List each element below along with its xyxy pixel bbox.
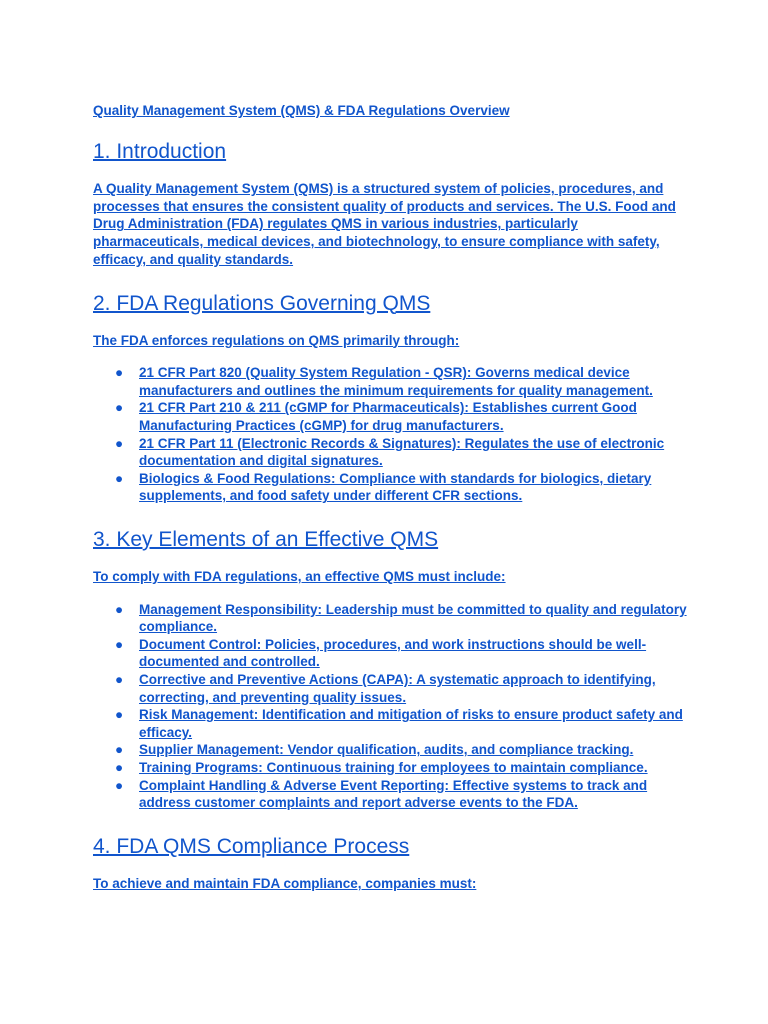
list-item-link[interactable]: 21 CFR Part 820 (Quality System Regulation - QSR): Governs medical device manufacturers and outlines the minimum requirements for quality management. bbox=[139, 365, 653, 398]
list-item bbox=[93, 601, 688, 636]
list-item-link[interactable]: Corrective and Preventive Actions (CAPA): A systematic approach to identifying, correcting, and preventing quality issues. bbox=[139, 672, 656, 705]
list-item-link[interactable]: Risk Management: Identification and mitigation of risks to ensure product safety and efficacy. bbox=[139, 707, 683, 740]
introduction-paragraph bbox=[93, 180, 688, 269]
bullet-dot-icon: ● bbox=[115, 601, 124, 617]
list-item bbox=[93, 706, 688, 741]
list-item bbox=[93, 399, 688, 434]
list-item bbox=[93, 759, 688, 777]
paragraph-link[interactable]: The FDA enforces regulations on QMS primarily through: bbox=[93, 332, 460, 348]
list-item-link[interactable]: 21 CFR Part 210 & 211 (cGMP for Pharmaceuticals): Establishes current Good Manufacturing Practices (cGMP) for drug manufacturers. bbox=[139, 400, 637, 433]
paragraph-link[interactable]: To achieve and maintain FDA compliance, companies must: bbox=[93, 875, 477, 891]
bullet-dot-icon: ● bbox=[115, 672, 124, 688]
document-title-link[interactable]: Quality Management System (QMS) & FDA Regulations Overview bbox=[93, 103, 510, 118]
list-item-link[interactable]: Management Responsibility: Leadership must be committed to quality and regulatory compliance. bbox=[139, 601, 687, 635]
list-item bbox=[93, 741, 688, 759]
bullet-dot-icon: ● bbox=[115, 760, 124, 776]
list-item-link[interactable]: Supplier Management: Vendor qualification, audits, and compliance tracking. bbox=[139, 742, 634, 758]
list-item bbox=[93, 636, 688, 671]
list-item bbox=[93, 364, 688, 399]
section-heading-key-elements bbox=[93, 527, 688, 553]
list-item-link[interactable]: Complaint Handling & Adverse Event Reporting: Effective systems to track and address customer complaints and report adverse events to the FDA. bbox=[139, 777, 648, 811]
section-heading-link[interactable]: 2. FDA Regulations Governing QMS bbox=[93, 291, 431, 315]
section-heading-fda-regulations bbox=[93, 291, 688, 317]
paragraph-link[interactable]: To comply with FDA regulations, an effective QMS must include: bbox=[93, 568, 506, 584]
list-item bbox=[93, 435, 688, 470]
bullet-dot-icon: ● bbox=[115, 742, 124, 758]
list-item bbox=[93, 470, 688, 505]
list-item-link[interactable]: Biologics & Food Regulations: Compliance with standards for biologics, dietary supplements, and food safety under different CFR sections. bbox=[139, 470, 652, 504]
bullet-dot-icon: ● bbox=[115, 365, 124, 381]
bullet-dot-icon: ● bbox=[115, 777, 124, 793]
compliance-lead-paragraph bbox=[93, 875, 688, 893]
list-item bbox=[93, 777, 688, 812]
key-elements-lead-paragraph bbox=[93, 568, 688, 586]
bullet-dot-icon: ● bbox=[115, 400, 124, 416]
section-heading-link[interactable]: 3. Key Elements of an Effective QMS bbox=[93, 527, 439, 551]
list-item bbox=[93, 671, 688, 706]
bullet-dot-icon: ● bbox=[115, 470, 124, 486]
paragraph-link[interactable]: A Quality Management System (QMS) is a structured system of policies, procedures, and processes that ensures the consistent quality of products and services. The U.S. Food and Drug Administration (FDA) regulates QMS in various industries, particularly pharmaceuticals, medical devices, and biotechnology, to ensure compliance with safety, efficacy, and quality standards. bbox=[93, 181, 676, 267]
list-item-link[interactable]: 21 CFR Part 11 (Electronic Records & Signatures): Regulates the use of electronic documentation and digital signatures. bbox=[139, 435, 665, 469]
list-item-link[interactable]: Document Control: Policies, procedures, and work instructions should be well-documented and controlled. bbox=[139, 636, 647, 670]
section-heading-compliance-process bbox=[93, 834, 688, 860]
bullet-dot-icon: ● bbox=[115, 636, 124, 652]
regulations-bullet-list bbox=[93, 364, 688, 505]
list-item-link[interactable]: Training Programs: Continuous training for employees to maintain compliance. bbox=[139, 760, 648, 776]
bullet-dot-icon: ● bbox=[115, 707, 124, 723]
regulations-lead-paragraph bbox=[93, 332, 688, 350]
key-elements-bullet-list bbox=[93, 601, 688, 812]
section-heading-link[interactable]: 4. FDA QMS Compliance Process bbox=[93, 834, 410, 858]
bullet-dot-icon: ● bbox=[115, 435, 124, 451]
section-heading-link[interactable]: 1. Introduction bbox=[93, 140, 227, 163]
section-heading-introduction bbox=[93, 139, 688, 165]
